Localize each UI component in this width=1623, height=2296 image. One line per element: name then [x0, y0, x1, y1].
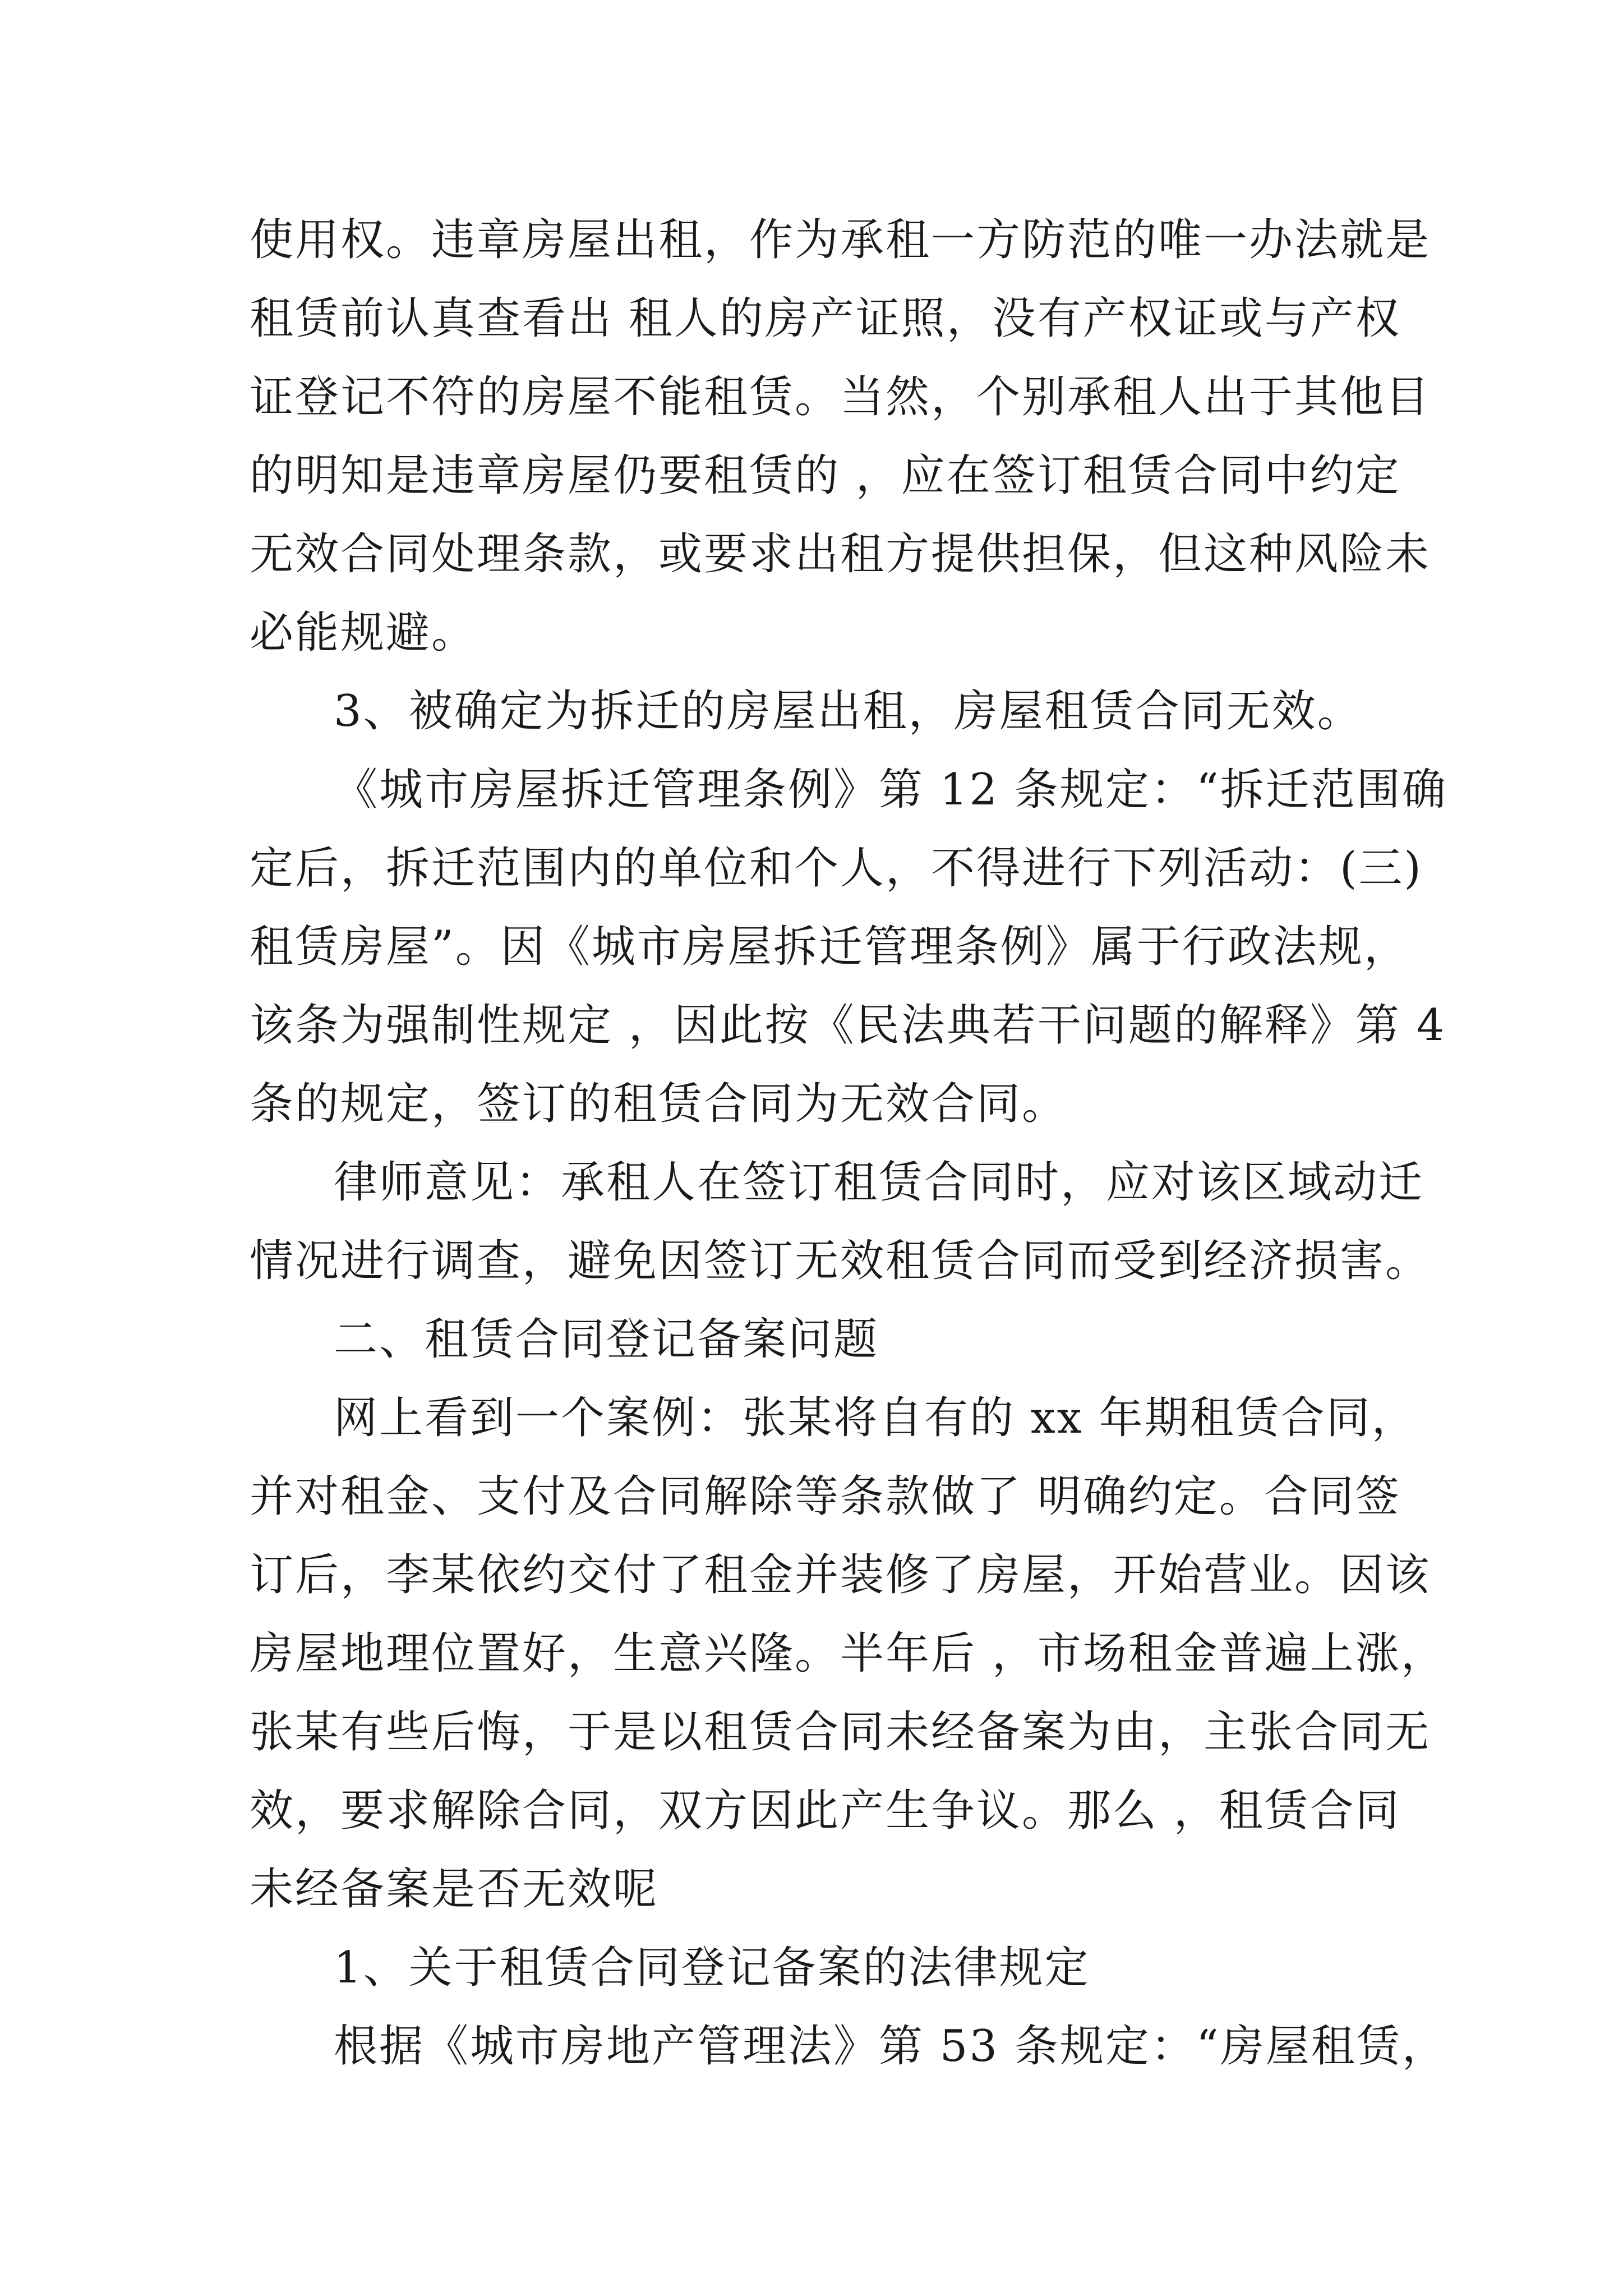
- text-line: 必能规避。: [250, 608, 477, 658]
- text-line: 条的规定，签订的租赁合同为无效合同。: [250, 1079, 1068, 1129]
- text-line: 律师意见：承租人在签订租赁合同时，应对该区域动迁: [334, 1157, 1424, 1208]
- text-line: 该条为强制性规定 ，因此按《民法典若干问题的解释》第 4: [250, 1000, 1446, 1051]
- text-line: 根据《城市房地产管理法》第 53 条规定：“房屋租赁，: [334, 2021, 1447, 2072]
- text-line: 租赁前认真查看出 租人的房产证照，没有产权证或与产权: [250, 293, 1401, 344]
- text-line: 网上看到一个案例：张某将自有的 xx 年期租赁合同，: [334, 1393, 1417, 1443]
- text-line: 租赁房屋”。因《城市房屋拆迁管理条例》属于行政法规，: [250, 922, 1409, 972]
- text-line: 房屋地理位置好，生意兴隆。半年后 ，市场租金普遍上涨，: [250, 1628, 1446, 1679]
- text-line: 证登记不符的房屋不能租赁。当然，个别承租人出于其他目: [250, 372, 1431, 422]
- text-line: 使用权。违章房屋出租，作为承租一方防范的唯一办法就是: [250, 215, 1431, 265]
- text-line: 无效合同处理条款，或要求出租方提供担保，但这种风险未: [250, 529, 1431, 579]
- text-line: 情况进行调查，避免因签订无效租赁合同而受到经济损害。: [250, 1236, 1431, 1286]
- text-line: 《城市房屋拆迁管理条例》第 12 条规定：“拆迁范围确: [334, 765, 1447, 815]
- text-line: 未经备案是否无效呢: [250, 1864, 659, 1915]
- section-heading: 二、租赁合同登记备案问题: [334, 1314, 879, 1365]
- text-line: 订后，李某依约交付了租金并装修了房屋，开始营业。因该: [250, 1550, 1431, 1600]
- text-line: 并对租金、支付及合同解除等条款做了 明确约定。合同签: [250, 1471, 1401, 1522]
- text-line: 效，要求解除合同，双方因此产生争议。那么 ，租赁合同: [250, 1786, 1401, 1836]
- text-line: 的明知是违章房屋仍要租赁的 ，应在签订租赁合同中约定: [250, 450, 1401, 501]
- section-heading: 3、被确定为拆迁的房屋出租，房屋租赁合同无效。: [334, 686, 1363, 737]
- text-line: 定后，拆迁范围内的单位和个人，不得进行下列活动：(三): [250, 843, 1423, 894]
- section-heading: 1、关于租赁合同登记备案的法律规定: [334, 1943, 1090, 1993]
- text-line: 张某有些后悔，于是以租赁合同未经备案为由，主张合同无: [250, 1707, 1431, 1757]
